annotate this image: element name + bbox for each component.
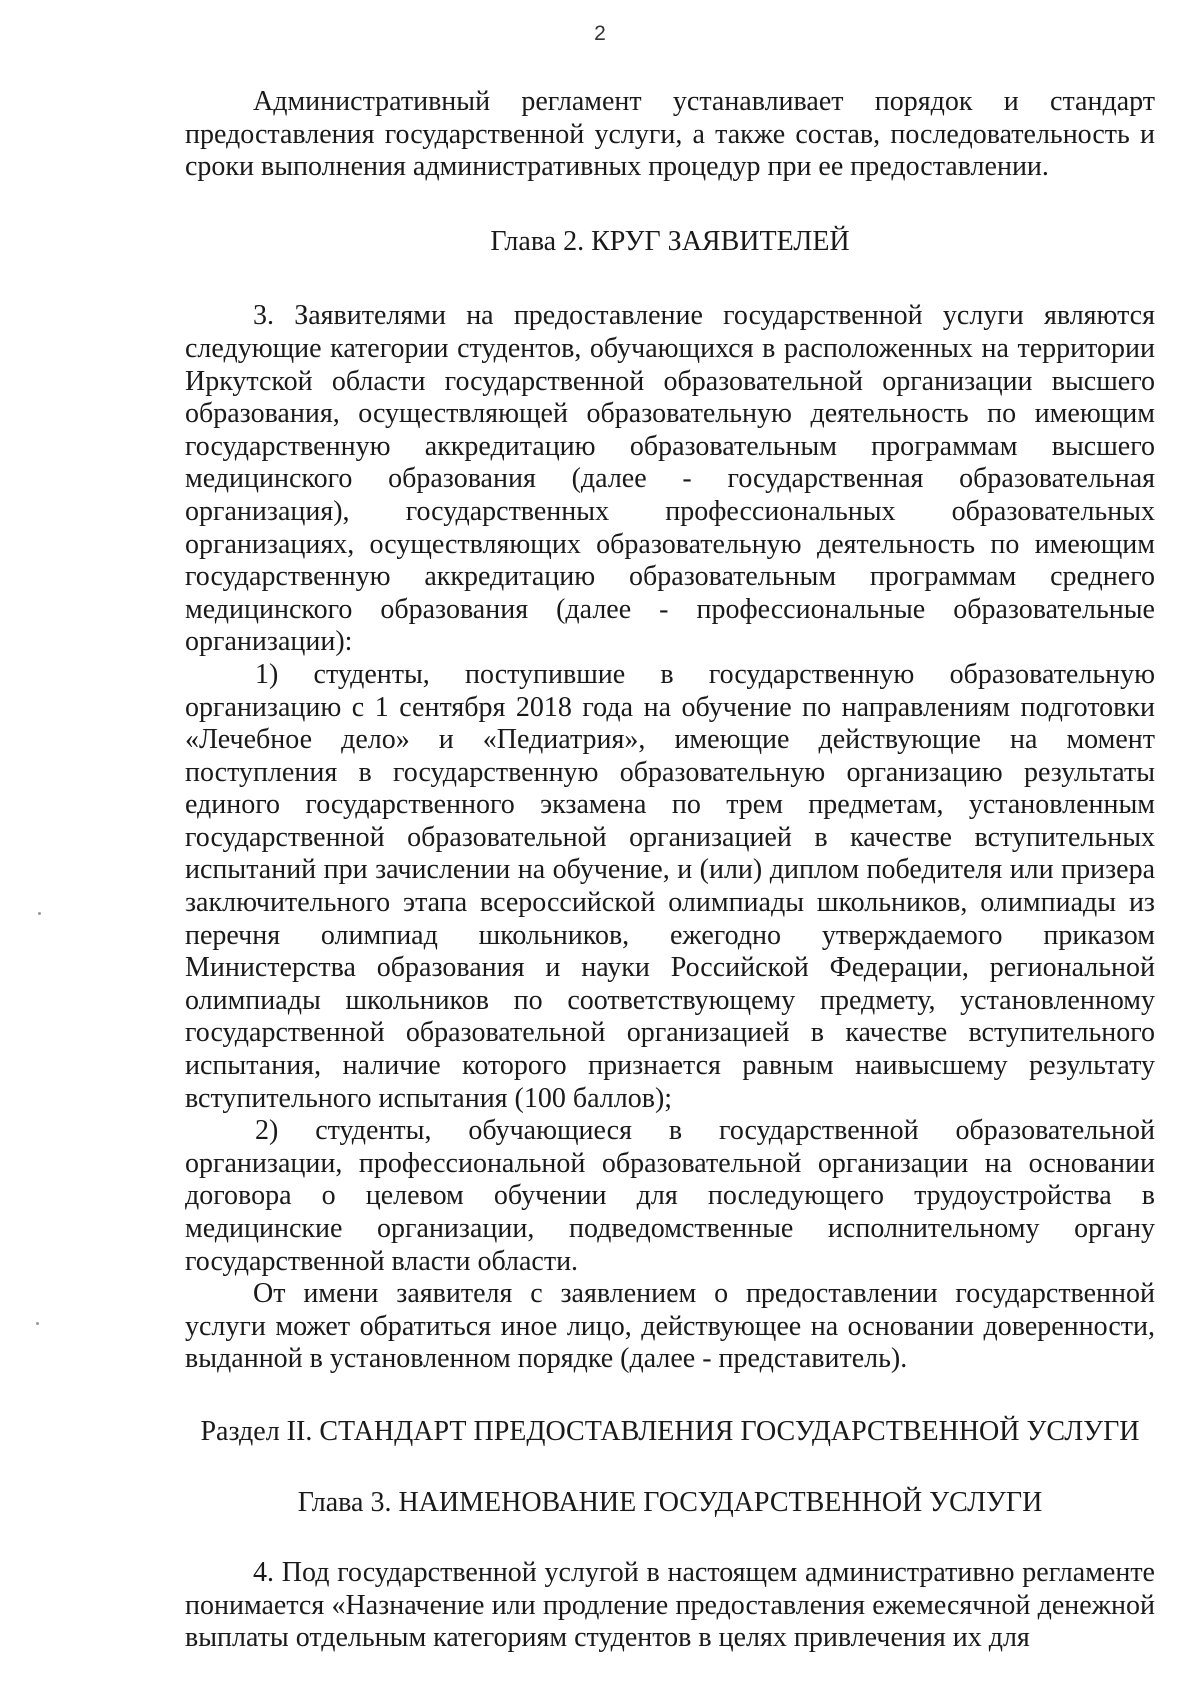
paragraph-item-3: 3. Заявителями на предоставление государственной услуги являются следующие категории студентов, обучающихся в расположенных на территории Иркутской области государственной образовательной организации высшего образования, осуществляющей образовательную деятельность по имеющим государственную аккредитацию образовательным программам высшего медицинского образования (далее - государственная образовательная организация), государственных профессиональных образовательных организациях, осуществляющих образовательную деятельность по имеющим государственную аккредитацию образовательным программам среднего медицинского образования (далее - профессиональные образовательные организации): bbox=[185, 300, 1155, 658]
document-body bbox=[185, 86, 1155, 1655]
intro-paragraph: Административный регламент устанавливает порядок и стандарт предоставления государственной услуги, а также состав, последовательность и сроки выполнения административных процедур при ее предоставлении. bbox=[185, 86, 1155, 183]
subitem-1: 1) студенты, поступившие в государственную образовательную организацию с 1 сентября 2018 года на обучение по направлениям подготовки «Лечебное дело» и «Педиатрия», имеющие действующие на момент поступления в государственную образовательную организацию результаты единого государственного экзамена по трем предметам, установленным государственной образовательной организацией в качестве вступительных испытаний при зачислении на обучение, и (или) диплом победителя или призера заключительного этапа всероссийской олимпиады школьников, олимпиады из перечня олимпиад школьников, ежегодно утверждаемого приказом Министерства образования и науки Российской Федерации, региональной олимпиады школьников по соответствующему предмету, установленному государственной образовательной организацией в качестве вступительного испытания, наличие которого признается равным наивысшему результату вступительного испытания (100 баллов); bbox=[185, 658, 1155, 1114]
representative-paragraph: От имени заявителя с заявлением о предоставлении государственной услуги может обратиться иное лицо, действующее на основании доверенности, выданной в установленном порядке (далее - представитель). bbox=[185, 1278, 1155, 1375]
chapter-2-heading: Глава 2. КРУГ ЗАЯВИТЕЛЕЙ bbox=[490, 225, 850, 257]
chapter-3-heading: Глава 3. НАИМЕНОВАНИЕ ГОСУДАРСТВЕННОЙ УСЛУГИ bbox=[297, 1486, 1043, 1518]
page-number: 2 bbox=[594, 22, 606, 45]
paragraph-item-4: 4. Под государственной услугой в настоящем административно регламенте понимается «Назначение или продление предоставления ежемесячной денежной выплаты отдельным категориям студентов в целях привлечения их для bbox=[185, 1557, 1155, 1654]
scan-speck bbox=[36, 1322, 39, 1325]
scan-speck bbox=[38, 912, 41, 915]
subitem-2: 2) студенты, обучающиеся в государственной образовательной организации, профессиональной образовательной организации на основании договора о целевом обучении для последующего трудоустройства в медицинские организации, подведомственные исполнительному органу государственной власти области. bbox=[185, 1115, 1155, 1277]
section-2-heading: Раздел II. СТАНДАРТ ПРЕДОСТАВЛЕНИЯ ГОСУДАРСТВЕННОЙ УСЛУГИ bbox=[200, 1415, 1140, 1447]
